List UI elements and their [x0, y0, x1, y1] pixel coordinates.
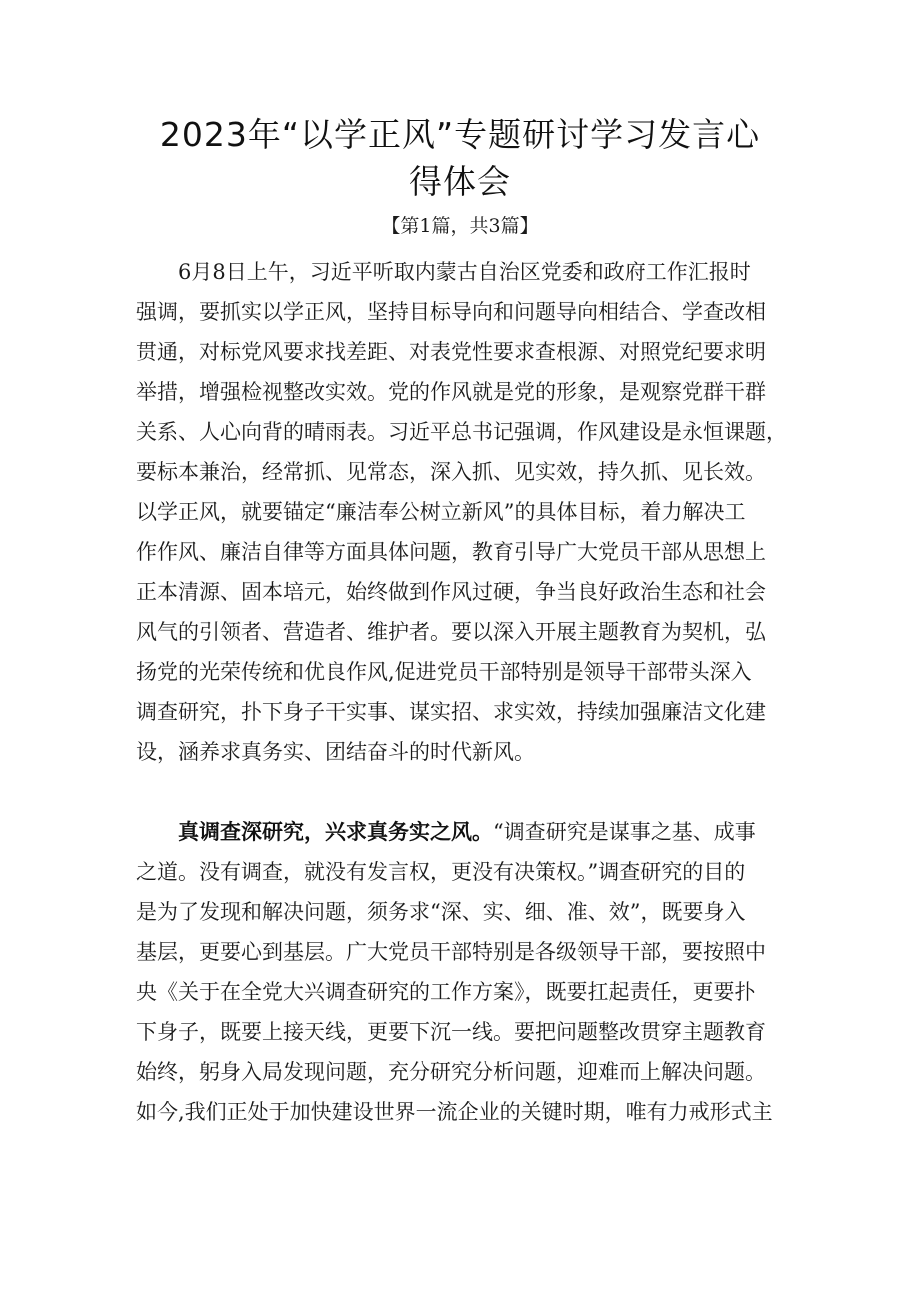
paragraph-line: 关系、人心向背的晴雨表。习近平总书记强调，作风建设是永恒课题，	[136, 420, 787, 444]
paragraph-line: 央《关于在全党大兴调查研究的工作方案》，既要扛起责任，更要扑	[136, 980, 756, 1004]
paragraph-line: 作作风、廉洁自律等方面具体问题，教育引导广大党员干部从思想上	[136, 540, 766, 564]
paragraph-line: 基层，更要心到基层。广大党员干部特别是各级领导干部，要按照中	[136, 940, 766, 964]
paragraph-line: 正本清源、固本培元，始终做到作风过硬，争当良好政治生态和社会	[136, 580, 766, 604]
paragraph-line: 风气的引领者、营造者、维护者。要以深入开展主题教育为契机，弘	[136, 620, 766, 644]
document-title-line-2: 得体会	[409, 162, 511, 201]
paragraph-line: 始终，躬身入局发现问题，充分研究分析问题，迎难而上解决问题。	[136, 1060, 766, 1084]
paragraph-2	[136, 812, 796, 1132]
paragraph-line: 调查研究，扑下身子干实事、谋实招、求实效，持续加强廉洁文化建	[136, 700, 766, 724]
paragraph-1	[136, 252, 796, 772]
paragraph-heading: 真调查深研究，兴求真务实之风。	[136, 819, 493, 844]
paragraph-line: 设，涵养求真务实、团结奋斗的时代新风。	[136, 740, 535, 764]
part-indicator: 【第1篇，共3篇】	[381, 215, 539, 237]
paragraph-line: 要标本兼治，经常抓、见常态，深入抓、见实效，持久抓、见长效。	[136, 460, 766, 484]
paragraph-line: 6月8日上午，习近平听取内蒙古自治区党委和政府工作汇报时	[136, 260, 751, 284]
paragraph-first-line	[136, 812, 796, 852]
paragraph-line: 如今,我们正处于加快建设世界一流企业的关键时期，唯有力戒形式主	[136, 1100, 773, 1124]
paragraph-line: 贯通，对标党风要求找差距、对表党性要求查根源、对照党纪要求明	[136, 340, 766, 364]
paragraph-first-line-text: “调查研究是谋事之基、成事	[493, 820, 756, 844]
paragraph-line: 下身子，既要上接天线，更要下沉一线。要把问题整改贯穿主题教育	[136, 1020, 766, 1044]
paragraph-line: 扬党的光荣传统和优良作风,促进党员干部特别是领导干部带头深入	[136, 660, 752, 684]
document-title-line-1: 2023年“以学正风”专题研讨学习发言心	[159, 115, 761, 154]
paragraph-line: 强调，要抓实以学正风，坚持目标导向和问题导向相结合、学查改相	[136, 300, 766, 324]
paragraph-line: 是为了发现和解决问题，须务求“深、实、细、准、效”，既要身入	[136, 900, 746, 924]
paragraph-line: 举措，增强检视整改实效。党的作风就是党的形象，是观察党群干群	[136, 380, 766, 404]
paragraph-line: 之道。没有调查，就没有发言权，更没有决策权。”调查研究的目的	[136, 860, 746, 884]
paragraph-line: 以学正风，就要锚定“廉洁奉公树立新风”的具体目标，着力解决工	[136, 500, 746, 524]
